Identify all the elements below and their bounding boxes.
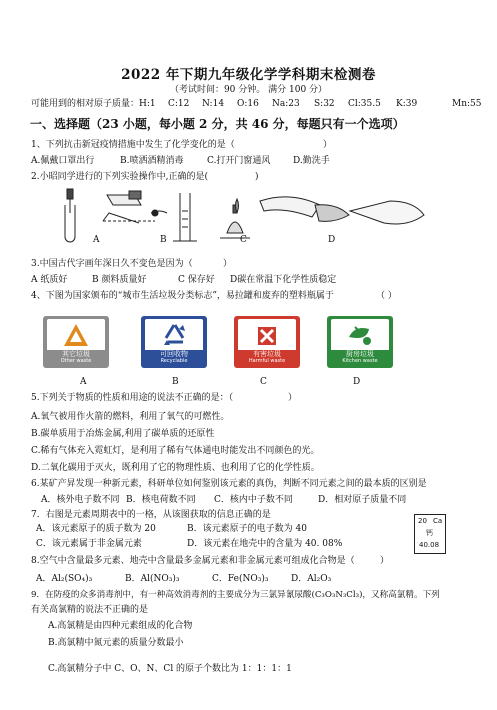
exam-title: 2022 年下期九年级化学学科期末检测卷: [121, 67, 376, 83]
atomic-mass-k: K:39: [396, 99, 418, 109]
option-d: D.勤洗手: [293, 156, 330, 166]
option-b: B．核电荷数不同: [126, 495, 196, 505]
harmful-waste-icon: [252, 321, 282, 349]
other-waste-icon: [62, 322, 90, 348]
bin-kitchen-waste: [327, 316, 393, 368]
question-paren: ）: [223, 259, 233, 269]
option-c: C.高氯精分子中 C、O、N、Cl 的原子个数比为 1：1：1：1: [48, 664, 292, 674]
question-paren: ）: [380, 556, 390, 566]
kitchen-waste-icon: [345, 321, 375, 349]
bin-option-b: B: [172, 377, 179, 387]
option-c: C．该元素属于非金属元素: [36, 539, 142, 549]
question-stem: 3.中国古代字画年深日久不变色是因为（: [31, 259, 193, 269]
periodic-table-cell: [414, 514, 446, 554]
lab-operations-figure: [55, 183, 455, 249]
bin-other-waste: [43, 316, 109, 368]
question-stem: 8.空气中含量最多元素、地壳中含量最多金属元素和非金属元素可组成化合物是（: [31, 556, 355, 566]
option-a: A.氧气被用作火箭的燃料，利用了氧气的可燃性。: [31, 412, 230, 422]
atomic-number: 20: [418, 517, 427, 525]
option-a: A 纸质好: [31, 275, 68, 285]
question-stem: 9．在防疫的众多消毒剂中，有一种高效消毒剂的主要成分为三氯异氰尿酸(C₃O₃N₃Cl₃)，又称高氯精。下列: [31, 590, 440, 600]
option-b: B.高氯精中氮元素的质量分数最小: [48, 638, 184, 648]
option-a: A.佩戴口罩出行: [31, 156, 95, 166]
bin-harmful-waste: [234, 316, 300, 368]
recycle-icon: [161, 321, 189, 349]
atomic-mass-s: S:32: [314, 99, 335, 109]
option-d: D．该元素在地壳中的含量为 40. 08%: [187, 539, 343, 549]
bin-option-a: A: [80, 377, 87, 387]
figure-label-b: B: [160, 235, 167, 245]
exam-info: （考试时间：90 分钟。 满分 100 分）: [169, 85, 328, 95]
bin-option-c: C: [260, 377, 267, 387]
atomic-mass-c: C:12: [168, 99, 190, 109]
option-b: B 颜料质量好: [92, 275, 147, 285]
bin-label-cn: 可回收物: [160, 350, 188, 358]
option-b: B.碳单质用于冶炼金属,利用了碳单质的还原性: [31, 429, 215, 439]
bin-recyclable: [141, 316, 207, 368]
bin-label-cn: 有害垃圾: [253, 350, 281, 358]
figure-label-c: C: [240, 235, 247, 245]
figure-label-d: D: [328, 235, 336, 245]
option-b: B.喷洒酒精消毒: [120, 156, 184, 166]
atomic-mass: 40.08: [419, 541, 440, 549]
bin-label-en: Kitchen waste: [342, 358, 378, 364]
atomic-mass-mn: Mn:55: [452, 99, 482, 109]
question-paren: ）: [288, 393, 298, 403]
atomic-mass-cl: Cl:35.5: [348, 99, 381, 109]
question-stem: 2.小昭同学进行的下列实验操作中,正确的是(: [31, 172, 208, 182]
option-c: C 保存好: [178, 275, 215, 285]
atomic-mass-o: O:16: [237, 99, 259, 109]
option-d: D碳在常温下化学性质稳定: [230, 275, 337, 285]
question-stem-cont: 有关高氯精的说法不正确的是: [31, 605, 149, 615]
option-a: A．Al₂(SO₄)₃: [36, 574, 93, 584]
section-title: 一、选择题（23 小题，每小题 2 分，共 46 分，每题只有一个选项）: [30, 117, 405, 131]
element-symbol: Ca: [433, 517, 443, 525]
option-c: C．核内中子数不同: [214, 495, 293, 505]
bin-label-cn: 厨房垃圾: [346, 350, 374, 358]
bin-label-en: Recyclable: [160, 358, 188, 364]
option-a: A.高氯精是由四种元素组成的化合物: [48, 621, 193, 631]
question-paren: ): [255, 172, 259, 182]
question-paren: （ ）: [376, 291, 397, 301]
option-b: B．该元素原子的电子数为 40: [187, 524, 307, 534]
figure-label-a: A: [93, 235, 100, 245]
option-d: D．Al₂O₃: [291, 574, 332, 584]
option-c: C.稀有气体充入霓虹灯，是利用了稀有气体通电时能发出不同颜色的光。: [31, 446, 320, 456]
bin-label-cn: 其它垃圾: [62, 350, 90, 358]
option-a: A．核外电子数不同: [41, 495, 120, 505]
question-stem: 4、下图为国家颁布的“城市生活垃圾分类标志”，易拉罐和废弃的塑料瓶属于: [31, 291, 334, 301]
question-paren: ）: [323, 140, 333, 150]
bin-option-d: D: [353, 377, 361, 387]
option-c: C．Fe(NO₃)₃: [212, 574, 269, 584]
element-name: 钙: [426, 529, 433, 537]
option-a: A．该元素原子的质子数为 20: [36, 524, 156, 534]
atomic-mass-na: Na:23: [272, 99, 300, 109]
atomic-mass-h: 可能用到的相对原子质量：H:1: [31, 99, 156, 109]
option-d: D．相对原子质量不同: [318, 495, 407, 505]
option-d: D.二氧化碳用于灭火，既利用了它的物理性质、也利用了它的化学性质。: [31, 463, 320, 473]
atomic-masses-line: [0, 99, 497, 110]
question-stem: 5.下列关于物质的性质和用途的说法不正确的是：（: [31, 393, 234, 403]
bin-label-en: Other waste: [60, 358, 92, 364]
atomic-mass-n: N:14: [202, 99, 225, 109]
question-stem: 7．右图是元素周期表中的一格，从该图获取的信息正确的是: [31, 510, 271, 520]
bin-label-en: Harmful waste: [248, 358, 286, 364]
question-stem: 1、下列抗击新冠疫情措施中发生了化学变化的是（: [31, 140, 235, 150]
option-b: B．Al(NO₃)₃: [125, 574, 180, 584]
question-stem: 6.某矿产昇发现一种新元素，科研单位如何鉴别该元素的真伪，判断不同元素之间的最本质的区别是: [31, 479, 427, 489]
option-c: C.打开门窗通风: [207, 156, 271, 166]
